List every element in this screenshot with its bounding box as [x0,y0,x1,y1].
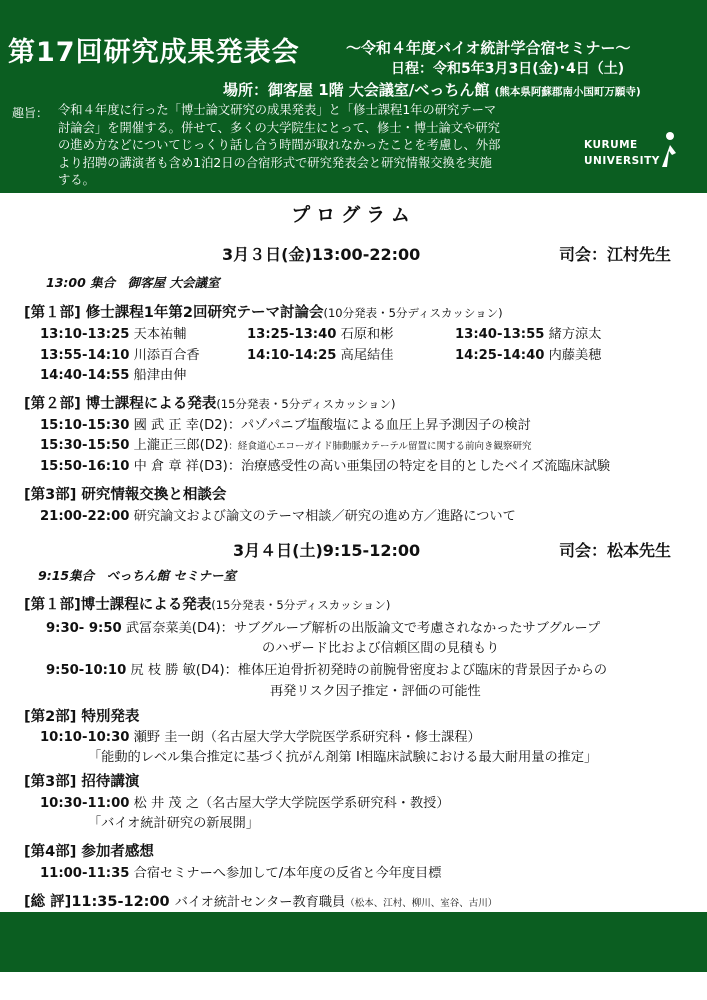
talk-speaker: 中 倉 章 祥(D3) [133,459,228,474]
slot-time: 14:25-14:40 [455,348,545,363]
section-label: [第２部] 博士課程による発表 [24,396,217,412]
invited-speaker: 松 井 茂 之（名古屋大学大学院医学系研究科・教授） [133,796,450,811]
talk-item [40,414,531,433]
day2-part3-heading: [第3部] 招待講演 [24,774,140,790]
exchange-time: 21:00-22:00 [40,509,130,524]
special-speaker: 瀬野 圭一朗（名古屋大学大学院医学系研究科・修士課程） [133,730,481,745]
slot-name: 緒方涼太 [548,327,602,342]
talk-item [46,659,607,678]
talk-speaker: 武冨奈菜美(D4) [125,621,221,636]
talk-title: ：パゾパニブ塩酸塩による血圧上昇予測因子の検討 [227,418,531,433]
event-subtitle: ～令和４年度バイオ統計学合宿セミナー～ [346,39,631,57]
program-heading: プログラム [291,204,416,226]
slot-item [247,344,393,363]
talk-title-cont: 再発リスク因子推定・評価の可能性 [270,684,481,699]
talk-speaker: 國 武 正 幸(D2) [133,418,228,433]
invited-item [40,792,450,811]
day1-host: 司会：江村先生 [559,245,672,264]
day2-gather: 9:15集合 べっちん館 セミナー室 [38,568,236,583]
day2-part1-heading [24,593,390,614]
talk-speaker: 上瀧正三郎(D2) [133,438,229,453]
talk-title: ：サブグループ解析の出版論文で考慮されなかったサブグループ [220,621,601,636]
feedback-time: 11:00-11:35 [40,866,130,881]
summary-label: [総 評] [24,894,72,910]
slot-name: 天本祐輔 [133,327,187,342]
talk-time: 15:50-16:10 [40,459,130,474]
talk-title: ：治療感受性の高い亜集団の特定を目的としたベイズ流臨床試験 [227,459,611,474]
talk-time: 15:10-15:30 [40,418,130,433]
aim-text [58,102,598,190]
section-note: (10分発表・5分ディスカッション) [323,306,503,320]
talk-speaker: 尻 枝 勝 敏(D4) [130,663,225,678]
header-banner [0,0,707,193]
talk-time: 9:50-10:10 [46,663,127,678]
summary-text: バイオ統計センター教育職員 [174,895,346,910]
talk-time: 15:30-15:50 [40,438,130,453]
slot-time: 13:40-13:55 [455,327,545,342]
day1-part1-heading [24,301,503,322]
aim-line: 令和４年度に行った「博士論文研究の成果発表」と「修士課程1年の研究テーマ [58,103,497,117]
event-title: 第17回研究成果発表会 [8,37,300,68]
feedback-text: 合宿セミナーへ参加して/本年度の反省と今年度目標 [133,866,442,881]
runner-icon [658,131,680,169]
slot-name: 高尾結佳 [340,348,394,363]
talk-item [40,434,531,453]
slot-name: 船津由伸 [133,368,187,383]
aim-line: より招聘の講演者も含め1泊2日の合宿形式で研究発表会と研究情報交換を実施 [58,155,492,170]
aim-line: する。 [58,173,95,187]
slot-item [247,323,393,342]
exchange-text: 研究論文および論文のテーマ相談／研究の進め方／進路について [133,509,516,524]
day1-date: 3月３日(金)13:00-22:00 [222,245,421,264]
logo-line-1: KURUME [584,139,638,151]
special-item [40,726,481,745]
section-label: [第１部]博士課程による発表 [24,597,212,613]
slot-item [40,323,186,342]
slot-item [455,323,601,342]
section-note: (15分発表・5分ディスカッション) [211,598,391,612]
special-time: 10:10-10:30 [40,730,130,745]
day2-date: 3月４日(土)9:15-12:00 [233,541,421,560]
summary-names: （松本、江村、柳川、室谷、古川） [345,898,498,909]
venue-name: 場所：御客屋 1階 大会議室/べっちん館 [223,81,490,99]
talk-title: ：経食道心エコーガイド肺動脈カテーテル留置に関する前向き観察研究 [228,441,532,452]
day2-part2-heading: [第2部] 特別発表 [24,709,140,725]
venue-address: (熊本県阿蘇郡南小国町万願寺) [494,86,641,98]
slot-name: 川添百合香 [133,348,200,363]
talk-title: ：椎体圧迫骨折初発時の前腕骨密度および臨床的背景因子からの [224,663,608,678]
logo-line-2: UNIVERSITY [584,155,660,167]
day1-part3-heading: [第3部] 研究情報交換と相談会 [24,487,227,503]
kurume-university-logo [580,125,690,175]
aim-label: 趣旨： [12,106,49,120]
exchange-item [40,505,516,524]
aim-line: の進め方などについてじっくり話し合う時間が取れなかったことを考慮し、外部 [58,138,501,152]
slot-item [455,344,601,363]
talk-time: 9:30- 9:50 [46,621,122,636]
aim-line: 討論会」を開催する。併せて、多くの大学院生にとって、修士・博士論文や研究 [58,120,500,135]
event-date: 日程：令和5年3月3日(金)･4日（土) [391,61,625,77]
day1-gather: 13:00 集合 御客屋 大会議室 [46,275,220,290]
talk-item [46,617,600,636]
slot-time: 13:10-13:25 [40,327,130,342]
feedback-item [40,862,441,881]
slot-time: 14:10-14:25 [247,348,337,363]
special-title: 「能動的レベル集合推定に基づく抗がん剤第 I相臨床試験における最大耐用量の推定」 [88,750,598,765]
day1-part2-heading [24,392,395,413]
slot-time: 13:25-13:40 [247,327,337,342]
section-note: (15分発表・5分ディスカッション) [216,397,396,411]
slot-name: 石原和彬 [340,327,394,342]
talk-item [40,455,610,474]
slot-item [40,344,200,363]
talk-title-cont: のハザード比および信頼区間の見積もり [262,641,500,656]
footer-band [0,912,707,972]
logo-text [584,137,660,169]
slot-item [40,364,186,383]
summary-item [24,890,497,911]
summary-time: 11:35-12:00 [71,894,170,910]
day2-host: 司会：松本先生 [559,541,672,560]
invited-title: 「バイオ統計研究の新展開」 [88,816,260,831]
invited-time: 10:30-11:00 [40,796,130,811]
slot-name: 内藤美穂 [548,348,602,363]
event-venue [223,79,641,100]
day2-part4-heading: [第4部] 参加者感想 [24,844,154,860]
section-label: [第１部] 修士課程1年第2回研究テーマ討論会 [24,305,324,321]
slot-time: 14:40-14:55 [40,368,130,383]
slot-time: 13:55-14:10 [40,348,130,363]
